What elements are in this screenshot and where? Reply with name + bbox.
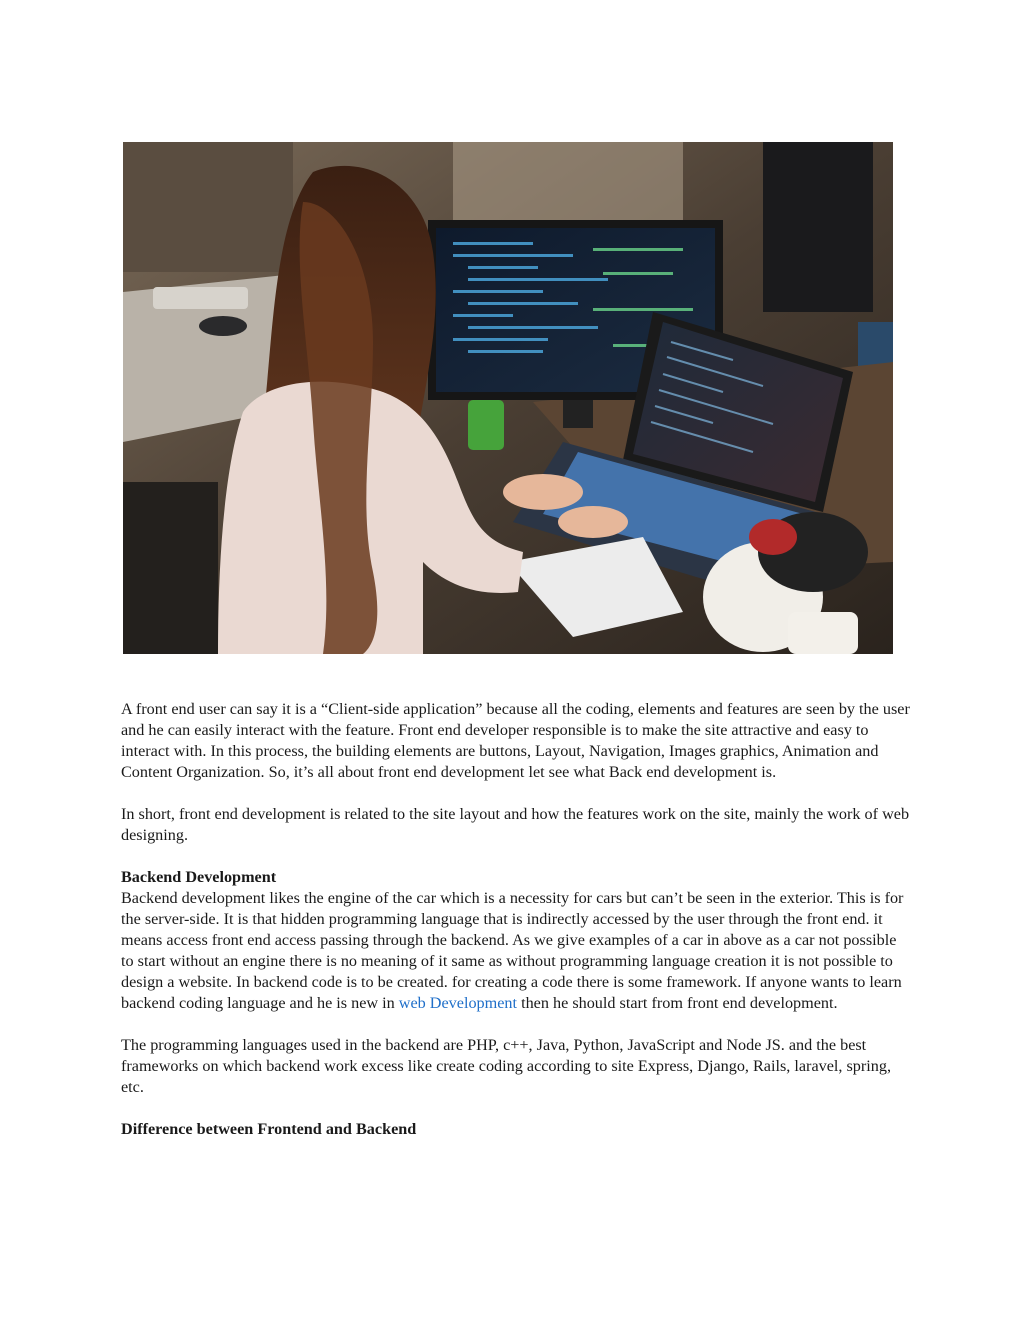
photo-illustration (123, 142, 893, 654)
article-body (121, 699, 911, 1140)
backend-text-before-link: Backend development likes the engine of the car which is a necessity for cars but can’t be seen in the exterior. This is for the server-side. It is that hidden programming language that is indirectly accessed by the user through the front end. it means access front end access passing through the backend. As we give examples of a car in above as a car not possible to start without an engine there is no meaning of it same as without programming language creation it is not possible to design a website. In backend code is to be created. for creating a code there is some framework. If anyone wants to learn backend coding language and he is new in (121, 889, 904, 1012)
backend-text-after-link: then he should start from front end development. (517, 994, 838, 1012)
paragraph-backend-languages: The programming languages used in the backend are PHP, c++, Java, Python, JavaScript and Node JS. and the best frameworks on which backend work excess like create coding according to site Express, Django, Rails, laravel, spring, etc. (121, 1036, 892, 1096)
web-development-link[interactable]: web Development (398, 994, 518, 1012)
heading-backend-development: Backend Development (121, 868, 277, 886)
photo-woman-coding-at-desk (123, 142, 893, 654)
paragraph-frontend-intro: A front end user can say it is a “Client-side application” because all the coding, elements and features are seen by the user and he can easily interact with the feature. Front end developer responsible is to make the site attractive and easy to interact with. In this process, the building elements are buttons, Layout, Navigation, Images graphics, Animation and Content Organization. So, it’s all about front end development let see what Back end development is. (121, 700, 910, 781)
heading-difference: Difference between Frontend and Backend (121, 1120, 417, 1138)
paragraph-frontend-summary: In short, front end development is related to the site layout and how the features work on the site, mainly the work of web designing. (121, 805, 910, 844)
paragraph-backend (121, 888, 911, 1014)
